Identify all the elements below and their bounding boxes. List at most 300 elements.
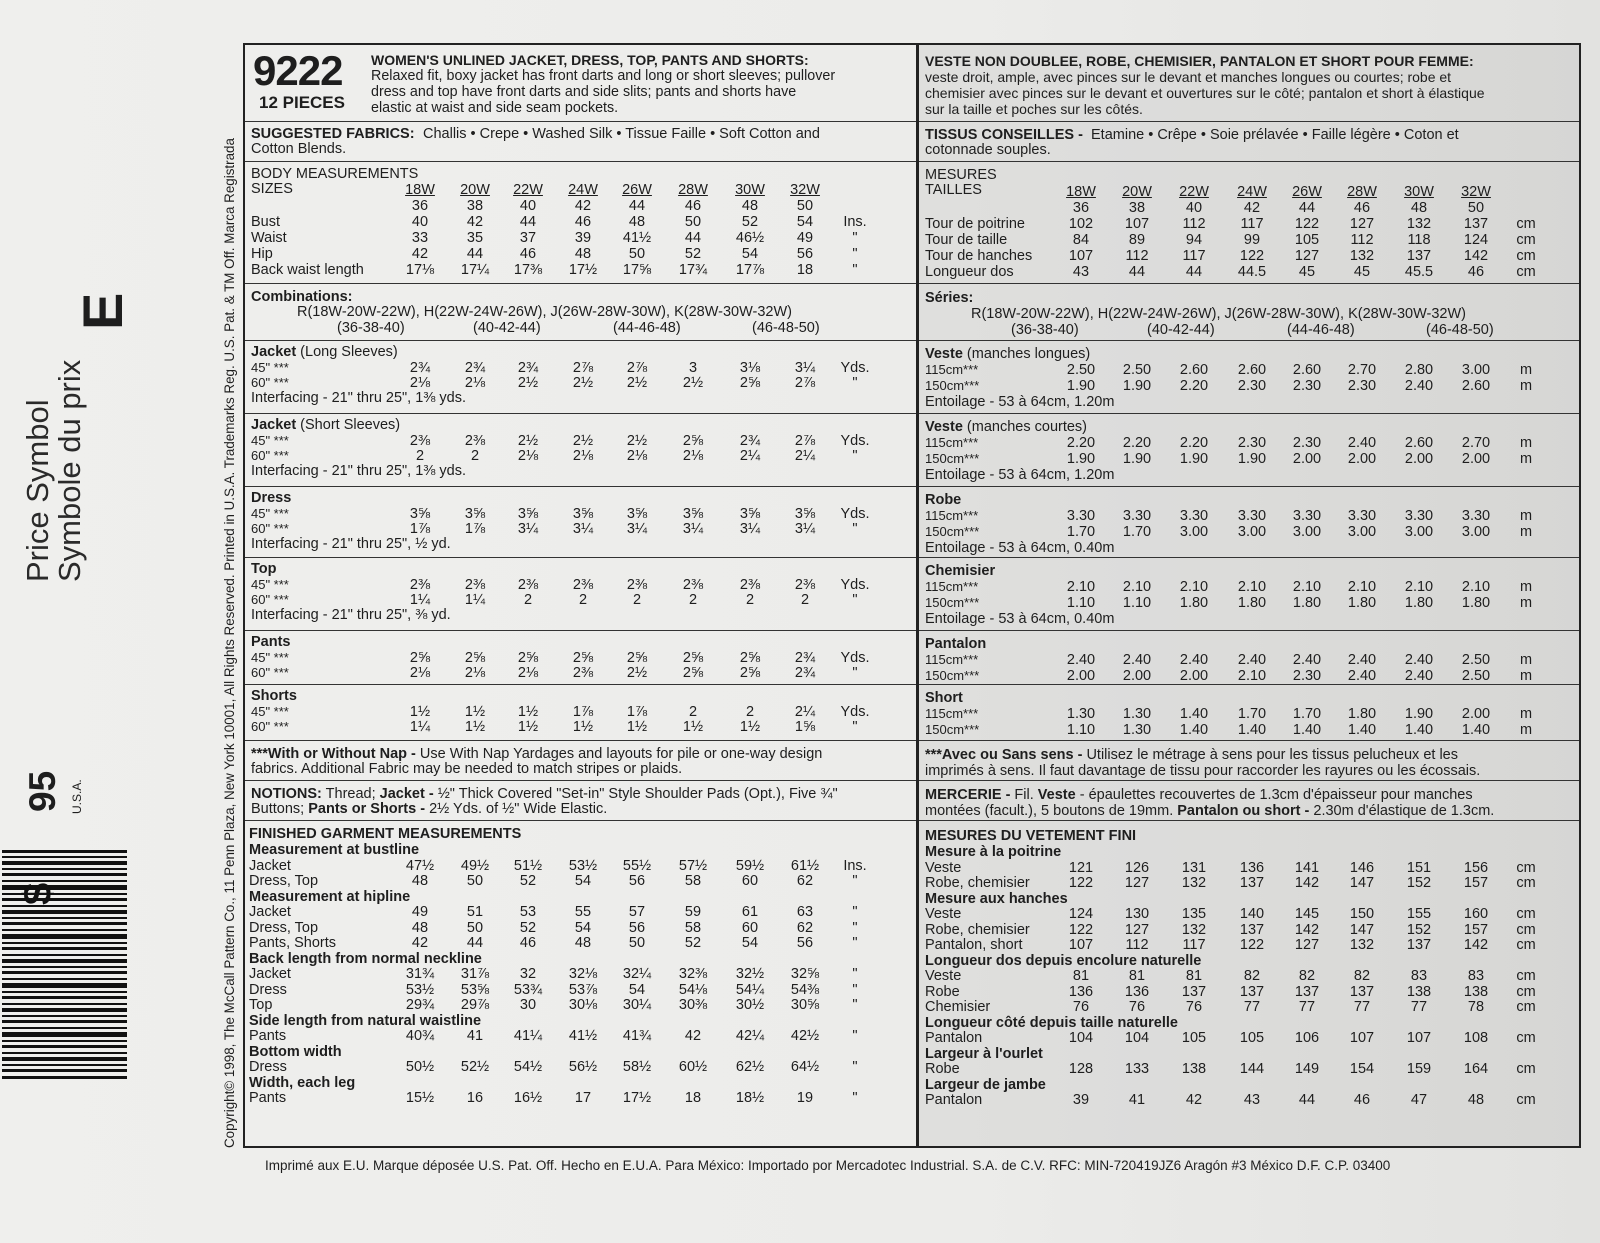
finished-value: 154 bbox=[1349, 1061, 1375, 1077]
body-value: 122 bbox=[1239, 248, 1265, 264]
finished-value: 60 bbox=[741, 919, 759, 936]
body-unit: " bbox=[852, 246, 858, 262]
yardage-value: 1.80 bbox=[1404, 595, 1434, 611]
euro-size: 38 bbox=[466, 198, 484, 214]
yardage-value: 2⅞ bbox=[794, 433, 816, 449]
finished-value: 127 bbox=[1124, 921, 1150, 938]
garment-name-en: Jacket bbox=[251, 417, 297, 433]
yardage-value: 2⅛ bbox=[572, 448, 594, 464]
body-value: 105 bbox=[1294, 232, 1320, 248]
interfacing-fr: Entoilage - 53 à 64cm, 0.40m bbox=[925, 611, 1115, 627]
yardage-value: 1½ bbox=[626, 719, 648, 735]
body-row-label: Tour de poitrine bbox=[925, 216, 1025, 232]
finished-value: 30⅛ bbox=[568, 997, 598, 1013]
finished-row-label-en: Dress, Top bbox=[249, 873, 319, 889]
body-value: 44.5 bbox=[1237, 264, 1267, 280]
yardage-0-en bbox=[245, 341, 917, 414]
finished-value: 135 bbox=[1181, 906, 1207, 922]
yardage-5-en bbox=[245, 685, 917, 741]
yardage-1-fr bbox=[919, 414, 1579, 487]
yardage-value: 2⅝ bbox=[464, 650, 486, 666]
body-value: 45 bbox=[1298, 264, 1316, 280]
yardage-value: 2 bbox=[470, 448, 480, 464]
description-en-line: dress and top have front darts and side slits; pants and shorts have bbox=[371, 84, 797, 100]
body-value: 56 bbox=[796, 246, 814, 262]
body-value: 48 bbox=[574, 246, 592, 262]
yardage-value: 2⅝ bbox=[682, 665, 704, 681]
finished-value: 44 bbox=[466, 935, 484, 951]
euro-size: 44 bbox=[628, 198, 646, 214]
yardage-value: 3.30 bbox=[1292, 508, 1322, 524]
finished-value: 54¼ bbox=[735, 981, 765, 998]
finished-value: 51½ bbox=[513, 857, 543, 874]
yardage-value: 3.30 bbox=[1237, 508, 1267, 524]
fabric-width-en: 45" *** bbox=[251, 577, 289, 592]
nap-line-en bbox=[251, 746, 822, 762]
finished-value: 40¾ bbox=[405, 1028, 435, 1044]
notions-en bbox=[245, 781, 917, 821]
body-unit: cm bbox=[1516, 248, 1536, 264]
finished-value: 140 bbox=[1239, 906, 1265, 922]
yardage-value: 2⅛ bbox=[626, 448, 648, 464]
body-measurements-fr bbox=[919, 162, 1579, 284]
notions-label-en: NOTIONS: bbox=[251, 786, 322, 802]
size-header: 18W bbox=[1066, 184, 1096, 200]
yardage-value: 2⅜ bbox=[464, 433, 486, 449]
yardage-value: 3⅝ bbox=[409, 506, 431, 522]
finished-row-label-fr: Robe bbox=[925, 983, 960, 1000]
yardage-3-en bbox=[245, 558, 917, 631]
body-value: 54 bbox=[796, 214, 814, 230]
yardage-value: 2⅝ bbox=[572, 650, 594, 666]
yardage-value: 3⅝ bbox=[626, 506, 648, 522]
finished-unit: cm bbox=[1516, 1030, 1536, 1046]
body-value: 37 bbox=[519, 230, 537, 246]
finished-value: 44 bbox=[1298, 1092, 1316, 1108]
finished-value: 53½ bbox=[568, 857, 598, 874]
notions-veste-label: Veste bbox=[1037, 787, 1076, 803]
yardage-value: 2.60 bbox=[1292, 362, 1322, 378]
yardage-value: 2.50 bbox=[1066, 362, 1096, 378]
finished-value: 30 bbox=[519, 997, 537, 1013]
yardage-unit: Yds. bbox=[840, 360, 870, 376]
finished-value: 62½ bbox=[735, 1059, 765, 1075]
finished-value: 62 bbox=[796, 919, 814, 936]
body-value: 44 bbox=[466, 246, 484, 262]
header-section-fr bbox=[919, 45, 1579, 122]
finished-value: 136 bbox=[1068, 983, 1094, 1000]
yardage-value: 2.20 bbox=[1179, 378, 1209, 394]
body-value: 127 bbox=[1294, 248, 1320, 264]
yardage-unit: " bbox=[852, 375, 858, 391]
finished-value: 41¾ bbox=[622, 1028, 652, 1044]
euro-size: 50 bbox=[1467, 200, 1485, 216]
finished-value: 112 bbox=[1125, 937, 1149, 953]
finished-row-label-en: Pants bbox=[249, 1028, 287, 1044]
yardage-value: 3⅝ bbox=[517, 506, 539, 522]
fabric-width-fr: 150cm*** bbox=[925, 378, 980, 393]
yardage-unit: Yds. bbox=[840, 506, 870, 522]
fabrics-text-en: Challis • Crepe • Washed Silk • Tissue Faille • Soft Cotton and bbox=[423, 126, 820, 142]
garment-title-fr bbox=[925, 690, 963, 706]
notions-fr bbox=[919, 781, 1579, 821]
yardage-value: 1½ bbox=[572, 719, 594, 735]
finished-value: 31⅞ bbox=[460, 966, 490, 982]
yardage-value: 2.40 bbox=[1404, 378, 1434, 394]
yardage-value: 2⅜ bbox=[794, 577, 816, 593]
combination-group: (36-38-40) bbox=[1011, 322, 1079, 338]
yardage-value: 2 bbox=[800, 592, 810, 608]
garment-variant-fr: (manches courtes) bbox=[962, 419, 1088, 435]
yardage-value: 3.30 bbox=[1461, 508, 1491, 524]
finished-value: 126 bbox=[1124, 859, 1150, 876]
finished-value: 32¼ bbox=[622, 966, 652, 982]
nap-note-fr bbox=[919, 741, 1579, 781]
finished-value: 147 bbox=[1349, 921, 1375, 938]
notions-line-en bbox=[251, 786, 838, 802]
body-value: 41½ bbox=[622, 230, 652, 246]
side-strip bbox=[0, 0, 250, 1243]
finished-value: 152 bbox=[1406, 921, 1432, 938]
finished-value: 78 bbox=[1467, 999, 1485, 1015]
finished-value: 142 bbox=[1463, 937, 1489, 953]
body-value: 142 bbox=[1463, 248, 1489, 264]
yardage-value: 1.30 bbox=[1122, 706, 1152, 722]
size-header: 24W bbox=[568, 182, 598, 198]
yardage-value: 2½ bbox=[682, 375, 704, 391]
yardage-value: 1.70 bbox=[1237, 706, 1267, 722]
finished-value: 57 bbox=[628, 904, 646, 920]
yardage-value: 2.40 bbox=[1404, 652, 1434, 668]
price-symbol-label bbox=[22, 360, 86, 582]
combination-group: (40-42-44) bbox=[1147, 322, 1215, 338]
yardage-value: 1½ bbox=[464, 719, 486, 735]
garment-variant-en: (Short Sleeves) bbox=[296, 417, 401, 433]
finished-value: 122 bbox=[1068, 875, 1094, 891]
garment-title-en bbox=[251, 688, 297, 704]
interfacing-fr: Entoilage - 53 à 64cm, 1.20m bbox=[925, 467, 1115, 483]
finished-value: 58 bbox=[684, 873, 702, 889]
yardage-value: 3.30 bbox=[1066, 508, 1096, 524]
combinations-fr bbox=[919, 284, 1579, 341]
yardage-value: 2¼ bbox=[794, 704, 816, 720]
yardage-value: 2.10 bbox=[1179, 579, 1209, 595]
finished-value: 108 bbox=[1463, 1030, 1489, 1046]
body-value: 46 bbox=[1467, 264, 1485, 280]
body-value: 50 bbox=[628, 246, 646, 262]
size-header: 26W bbox=[622, 182, 652, 198]
yardage-value: 2⅛ bbox=[464, 665, 486, 681]
finished-value: 29⅞ bbox=[460, 997, 490, 1013]
finished-value: 47 bbox=[1410, 1092, 1428, 1108]
fabrics-label-en: SUGGESTED FABRICS: bbox=[251, 126, 415, 142]
notions-line-en bbox=[251, 801, 607, 817]
finished-value: 107 bbox=[1068, 937, 1094, 953]
body-row-label: Hip bbox=[251, 246, 273, 262]
combinations-en bbox=[245, 284, 917, 341]
yardage-value: 2⅝ bbox=[409, 650, 431, 666]
finished-value: 106 bbox=[1294, 1030, 1320, 1046]
yardage-value: 1.30 bbox=[1122, 722, 1152, 738]
yardage-value: 2⅝ bbox=[682, 650, 704, 666]
body-unit: " bbox=[852, 230, 858, 246]
finished-unit: " bbox=[852, 935, 858, 951]
finished-row-label-en: Dress, Top bbox=[249, 919, 319, 936]
yardage-value: 3.00 bbox=[1404, 524, 1434, 540]
finished-unit: cm bbox=[1516, 999, 1536, 1015]
french-column bbox=[919, 45, 1579, 1146]
finished-group-heading-fr: Longueur dos depuis encolure naturelle bbox=[925, 952, 1202, 969]
fabric-width-fr: 150cm*** bbox=[925, 595, 980, 610]
yardage-5-fr bbox=[919, 685, 1579, 741]
body-row-label: Bust bbox=[251, 214, 281, 230]
body-value: 117 bbox=[1182, 248, 1206, 264]
finished-value: 117 bbox=[1182, 937, 1206, 953]
yardage-value: 2 bbox=[632, 592, 642, 608]
yardage-unit: m bbox=[1519, 435, 1533, 451]
interfacing-en: Interfacing - 21" thru 25", ½ yd. bbox=[251, 536, 451, 552]
finished-value: 58 bbox=[684, 919, 702, 936]
yardage-value: 1.10 bbox=[1122, 595, 1152, 611]
finished-value: 145 bbox=[1294, 906, 1320, 922]
finished-value: 32⅜ bbox=[678, 966, 708, 982]
fabric-width-fr: 150cm*** bbox=[925, 668, 980, 683]
yardage-value: 3.00 bbox=[1179, 524, 1209, 540]
body-value: 112 bbox=[1182, 216, 1206, 232]
finished-value: 62 bbox=[796, 873, 814, 889]
finished-value: 54⅜ bbox=[790, 981, 820, 998]
finished-value: 152 bbox=[1406, 875, 1432, 891]
notions-pantalon-label: Pantalon ou short - bbox=[1177, 803, 1310, 819]
finished-value: 51 bbox=[466, 904, 484, 920]
price-code: 95 bbox=[22, 770, 63, 812]
yardage-unit: m bbox=[1519, 668, 1533, 684]
notions-text: Fil. bbox=[1010, 787, 1038, 803]
yardage-value: 2¾ bbox=[794, 665, 816, 681]
finished-value: 81 bbox=[1185, 968, 1203, 984]
yardage-2-fr bbox=[919, 487, 1579, 558]
body-value: 46 bbox=[574, 214, 592, 230]
garment-name-fr: Chemisier bbox=[925, 563, 996, 579]
yardage-value: 2.40 bbox=[1347, 668, 1377, 684]
body-value: 44 bbox=[1128, 264, 1146, 280]
finished-value: 76 bbox=[1185, 999, 1203, 1015]
yardage-value: 2.30 bbox=[1237, 435, 1267, 451]
yardage-value: 2.00 bbox=[1066, 668, 1096, 684]
yardage-value: 1.30 bbox=[1066, 706, 1096, 722]
yardage-unit: m bbox=[1519, 451, 1533, 467]
finished-row-label-en: Dress bbox=[249, 1059, 287, 1075]
body-value: 42 bbox=[411, 246, 429, 262]
yardage-value: 2⅝ bbox=[739, 375, 761, 391]
body-row-label: Tour de taille bbox=[925, 232, 1008, 248]
yardage-value: 1.80 bbox=[1461, 595, 1491, 611]
body-value: 35 bbox=[466, 230, 484, 246]
nap-text-fr: Utilisez le métrage à sens pour les tissus pelucheux et les bbox=[1082, 747, 1458, 763]
finished-value: 54 bbox=[574, 873, 592, 889]
finished-value: 137 bbox=[1181, 983, 1207, 1000]
yardage-value: 2.00 bbox=[1292, 451, 1322, 467]
yardage-value: 1.10 bbox=[1066, 595, 1096, 611]
finished-value: 160 bbox=[1463, 906, 1489, 922]
yardage-value: 2.00 bbox=[1179, 668, 1209, 684]
finished-row-label-fr: Pantalon bbox=[925, 1092, 983, 1108]
finished-group-heading-en: Side length from natural waistline bbox=[249, 1012, 482, 1029]
finished-value: 52½ bbox=[460, 1059, 490, 1075]
yardage-value: 2⅞ bbox=[626, 360, 648, 376]
finished-value: 77 bbox=[1243, 999, 1261, 1015]
finished-value: 63 bbox=[796, 904, 814, 920]
combination-group: (44-46-48) bbox=[1287, 322, 1355, 338]
yardage-value: 1.40 bbox=[1179, 706, 1209, 722]
yardage-value: 2½ bbox=[626, 375, 648, 391]
finished-row-label-en: Jacket bbox=[249, 857, 291, 874]
finished-row-label-en: Dress bbox=[249, 981, 287, 998]
price-country: U.S.A. bbox=[70, 779, 84, 814]
finished-value: 56 bbox=[628, 919, 646, 936]
fabric-width-en: 60" *** bbox=[251, 448, 289, 463]
yardage-value: 2.40 bbox=[1066, 652, 1096, 668]
body-title-fr: MESURES bbox=[925, 167, 997, 183]
finished-value: 17 bbox=[574, 1090, 592, 1106]
body-unit: " bbox=[852, 262, 858, 278]
yardage-value: 2.00 bbox=[1347, 451, 1377, 467]
finished-value: 58½ bbox=[622, 1059, 652, 1075]
fabric-width-en: 60" *** bbox=[251, 719, 289, 734]
yardage-value: 1.80 bbox=[1347, 706, 1377, 722]
fabric-width-en: 45" *** bbox=[251, 704, 289, 719]
yardage-value: 2⅜ bbox=[464, 577, 486, 593]
finished-value: 41 bbox=[466, 1028, 484, 1044]
yardage-value: 2⅛ bbox=[464, 375, 486, 391]
garment-title-fr bbox=[925, 636, 986, 652]
finished-value: 155 bbox=[1406, 906, 1432, 922]
size-header: 22W bbox=[513, 182, 543, 198]
notions-label-fr: MERCERIE - bbox=[925, 787, 1011, 803]
finished-value: 105 bbox=[1181, 1030, 1207, 1046]
yardage-0-fr bbox=[919, 341, 1579, 414]
finished-value: 137 bbox=[1239, 921, 1265, 938]
finished-value: 105 bbox=[1239, 1030, 1265, 1046]
finished-group-heading-fr: Largeur à l'ourlet bbox=[925, 1045, 1043, 1062]
finished-measurements-en bbox=[245, 821, 917, 1148]
body-value: 124 bbox=[1463, 232, 1489, 248]
yardage-value: 1½ bbox=[517, 704, 539, 720]
fabric-width-en: 60" *** bbox=[251, 592, 289, 607]
yardage-value: 1.70 bbox=[1292, 706, 1322, 722]
finished-group-heading-fr: Largeur de jambe bbox=[925, 1076, 1046, 1093]
yardage-value: 1⅞ bbox=[626, 704, 648, 720]
garment-name-fr: Robe bbox=[925, 492, 962, 508]
body-value: 17⅛ bbox=[405, 262, 435, 278]
finished-value: 83 bbox=[1410, 968, 1428, 984]
yardage-value: 1.40 bbox=[1461, 722, 1491, 738]
finished-value: 53¾ bbox=[513, 981, 543, 998]
body-value: 17¼ bbox=[460, 262, 490, 278]
notions-text: 2½ Yds. of ½" Wide Elastic. bbox=[425, 801, 608, 817]
finished-value: 52 bbox=[519, 919, 537, 936]
fabric-width-en: 60" *** bbox=[251, 665, 289, 680]
finished-unit: " bbox=[852, 919, 858, 936]
yardage-value: 2.40 bbox=[1179, 652, 1209, 668]
yardage-value: 2⅜ bbox=[409, 577, 431, 593]
yardage-unit: m bbox=[1519, 508, 1533, 524]
header-section-en bbox=[245, 45, 917, 122]
size-header: 26W bbox=[1292, 184, 1322, 200]
yardage-value: 1.80 bbox=[1237, 595, 1267, 611]
euro-size: 46 bbox=[684, 198, 702, 214]
body-value: 45 bbox=[1353, 264, 1371, 280]
yardage-value: 2 bbox=[745, 592, 755, 608]
finished-unit: " bbox=[852, 1090, 858, 1106]
yardage-value: 1.40 bbox=[1292, 722, 1322, 738]
garment-name-en: Dress bbox=[251, 490, 292, 506]
yardage-value: 1½ bbox=[739, 719, 761, 735]
finished-value: 48 bbox=[574, 935, 592, 951]
nap-label-fr: ***Avec ou Sans sens - bbox=[925, 747, 1083, 763]
finished-value: 42 bbox=[1185, 1092, 1203, 1108]
nap-line-fr: imprimés à sens. Il faut davantage de tissu pour raccorder les rayures ou les écossais. bbox=[925, 763, 1481, 779]
finished-value: 136 bbox=[1124, 983, 1150, 1000]
yardage-value: 2½ bbox=[572, 433, 594, 449]
interfacing-en: Interfacing - 21" thru 25", 1⅜ yds. bbox=[251, 463, 467, 479]
body-value: 46½ bbox=[735, 230, 765, 246]
finished-value: 48 bbox=[411, 873, 429, 889]
finished-value: 164 bbox=[1463, 1061, 1489, 1077]
yardage-value: 1.80 bbox=[1347, 595, 1377, 611]
finished-unit: cm bbox=[1516, 937, 1536, 953]
body-value: 132 bbox=[1406, 216, 1432, 232]
finished-value: 59½ bbox=[735, 857, 765, 874]
body-unit: cm bbox=[1516, 264, 1536, 280]
finished-value: 30⅜ bbox=[678, 997, 708, 1013]
yardage-value: 2⅝ bbox=[517, 650, 539, 666]
yardage-value: 2⅜ bbox=[682, 577, 704, 593]
yardage-value: 2½ bbox=[626, 433, 648, 449]
body-value: 18 bbox=[796, 262, 814, 278]
finished-value: 50½ bbox=[405, 1059, 435, 1075]
yardage-value: 3.30 bbox=[1347, 508, 1377, 524]
yardage-value: 2 bbox=[745, 704, 755, 720]
yardage-value: 2.00 bbox=[1461, 706, 1491, 722]
yardage-value: 2¾ bbox=[409, 360, 431, 376]
euro-size: 48 bbox=[741, 198, 759, 214]
yardage-value: 3⅝ bbox=[682, 506, 704, 522]
finished-value: 60½ bbox=[678, 1059, 708, 1075]
finished-value: 77 bbox=[1298, 999, 1316, 1015]
yardage-value: 2.20 bbox=[1179, 435, 1209, 451]
finished-value: 52 bbox=[519, 873, 537, 889]
yardage-value: 1½ bbox=[682, 719, 704, 735]
euro-size: 40 bbox=[519, 198, 537, 214]
garment-title-fr bbox=[925, 346, 1090, 362]
yardage-value: 2⅛ bbox=[409, 375, 431, 391]
body-value: 17¾ bbox=[678, 262, 708, 278]
yardage-value: 2 bbox=[688, 592, 698, 608]
garment-title-en bbox=[251, 344, 398, 360]
yardage-1-en bbox=[245, 414, 917, 487]
yardage-value: 1⅞ bbox=[464, 521, 486, 537]
finished-value: 61 bbox=[741, 904, 759, 920]
finished-value: 82 bbox=[1243, 968, 1261, 984]
body-row-label: Back waist length bbox=[251, 262, 364, 278]
fabrics-text-fr: Etamine • Crêpe • Soie prélavée • Faille légère • Coton et bbox=[1091, 127, 1459, 143]
yardage-value: 3¼ bbox=[794, 360, 816, 376]
yardage-value: 2.10 bbox=[1292, 579, 1322, 595]
pattern-pieces: 12 PIECES bbox=[259, 93, 345, 112]
finished-value: 107 bbox=[1349, 1030, 1375, 1046]
finished-value: 107 bbox=[1406, 1030, 1432, 1046]
